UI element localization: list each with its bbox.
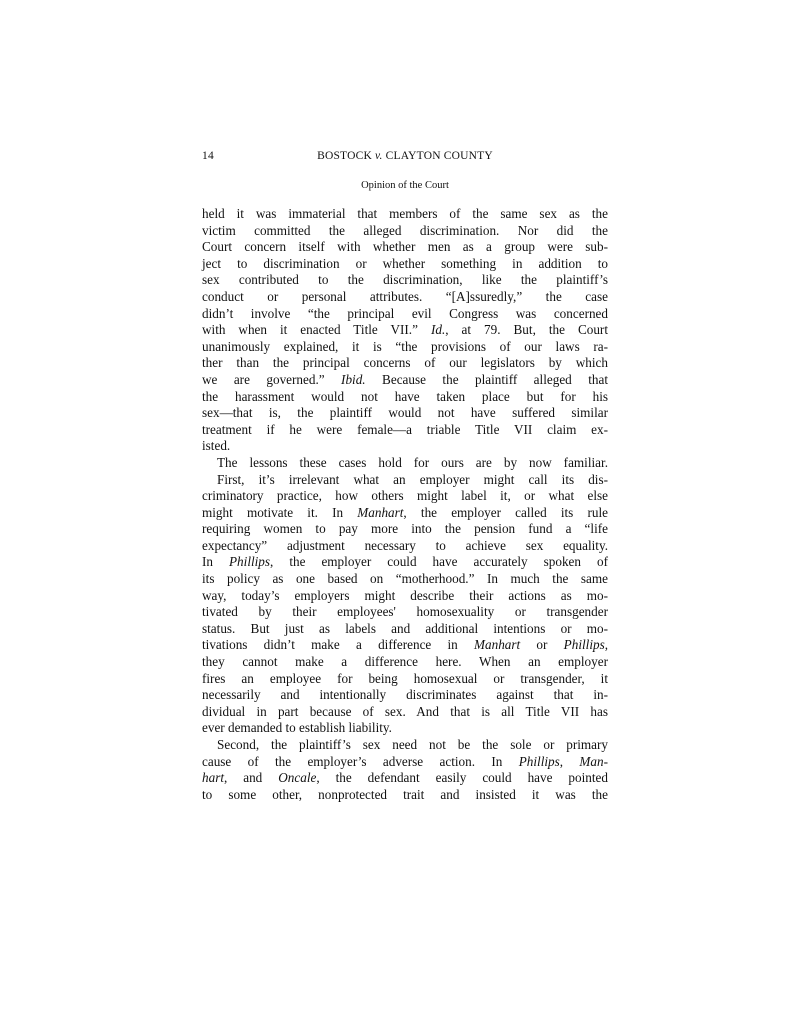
text-run: dividual in part because of sex. And that is all Title VII has bbox=[202, 703, 608, 719]
text-run: criminatory practice, how others might label it, or what else bbox=[202, 488, 608, 504]
text-run: sex contributed to the discrimination, like the plaintiff’s bbox=[202, 272, 608, 288]
text-run: to some other, nonprotected trait and insisted it was the bbox=[202, 786, 608, 802]
text-line bbox=[202, 671, 608, 688]
text-line bbox=[202, 720, 608, 737]
text-run: First, it’s irrelevant what an employer might call its dis- bbox=[217, 471, 608, 487]
case-name-versus: v. bbox=[375, 150, 383, 162]
italic-text-run: Manhart bbox=[357, 504, 404, 520]
text-run: ther than the principal concerns of our legislators by which bbox=[202, 355, 608, 371]
text-run: , the employer could have accurately spoken of bbox=[270, 554, 608, 570]
text-run: In bbox=[202, 554, 229, 570]
text-run: way, today’s employers might describe their actions as mo- bbox=[202, 587, 608, 603]
text-run: requiring women to pay more into the pension fund a “life bbox=[202, 521, 608, 537]
text-line bbox=[202, 455, 608, 472]
text-run: with when it enacted Title VII.” bbox=[202, 322, 431, 338]
text-run: tivations didn’t make a difference in bbox=[202, 637, 475, 653]
text-run: unanimously explained, it is “the provisions of our laws ra- bbox=[202, 338, 608, 354]
text-run: necessarily and intentionally discriminates against that in- bbox=[202, 687, 608, 703]
text-line bbox=[202, 654, 608, 671]
text-line bbox=[202, 322, 608, 339]
text-run: status. But just as labels and additional intentions or mo- bbox=[202, 620, 608, 636]
text-run: tivated by their employees' homosexuality or transgender bbox=[202, 604, 608, 620]
text-run: they cannot make a difference here. When an employer bbox=[202, 654, 608, 670]
text-line bbox=[202, 256, 608, 273]
text-run: conduct or personal attributes. “[A]ssuredly,” the case bbox=[202, 288, 608, 304]
text-run: , the employer called its rule bbox=[403, 504, 608, 520]
italic-text-run: Phillips bbox=[563, 637, 605, 653]
text-line bbox=[202, 272, 608, 289]
text-run: ever demanded to establish liability. bbox=[202, 720, 392, 736]
text-line bbox=[202, 223, 608, 240]
text-line bbox=[202, 787, 608, 804]
text-line bbox=[202, 505, 608, 522]
text-line bbox=[202, 389, 608, 406]
text-line bbox=[202, 306, 608, 323]
italic-text-run: Phillips bbox=[229, 554, 271, 570]
case-name-left: BOSTOCK bbox=[317, 150, 376, 162]
text-run: didn’t involve “the principal evil Congress was concerned bbox=[202, 305, 608, 321]
text-line bbox=[202, 438, 608, 455]
text-run: treatment if he were female—a triable Title VII claim ex- bbox=[202, 421, 608, 437]
text-run: might motivate it. In bbox=[202, 504, 358, 520]
text-line bbox=[202, 754, 608, 771]
text-line bbox=[202, 488, 608, 505]
text-run: ject to discrimination or whether something in addition to bbox=[202, 255, 608, 271]
text-line bbox=[202, 372, 608, 389]
page-number: 14 bbox=[202, 150, 214, 162]
italic-text-run: Ibid. bbox=[341, 371, 366, 387]
text-run: isted. bbox=[202, 438, 231, 454]
text-line bbox=[202, 355, 608, 372]
text-run: its policy as one based on “motherhood.” In much the same bbox=[202, 571, 608, 587]
italic-text-run: Man- bbox=[579, 753, 608, 769]
text-run: Second, the plaintiff’s sex need not be the sole or primary bbox=[217, 737, 608, 752]
running-head bbox=[202, 150, 608, 162]
text-line bbox=[202, 588, 608, 605]
text-run: , and bbox=[223, 770, 279, 786]
text-run: sex—that is, the plaintiff would not have suffered similar bbox=[202, 405, 608, 421]
text-run: , at 79. But, the Court bbox=[445, 322, 608, 338]
page-header bbox=[202, 150, 608, 166]
text-line bbox=[202, 405, 608, 422]
text-line bbox=[202, 554, 608, 571]
section-label: Opinion of the Court bbox=[361, 180, 449, 191]
text-run: held it was immaterial that members of the same sex as the bbox=[202, 206, 608, 221]
text-line bbox=[202, 770, 608, 787]
text-run: victim committed the alleged discrimination. Nor did the bbox=[202, 222, 608, 238]
text-line bbox=[202, 206, 608, 223]
text-run: fires an employee for being homosexual or transgender, it bbox=[202, 670, 608, 686]
text-run: we are governed.” bbox=[202, 371, 342, 387]
text-line bbox=[202, 422, 608, 439]
text-run: , the defendant easily could have pointed bbox=[316, 770, 608, 786]
text-run: The lessons these cases hold for ours are by now familiar. bbox=[217, 454, 608, 470]
italic-text-run: Phillips bbox=[518, 753, 560, 769]
text-line bbox=[202, 538, 608, 555]
text-line bbox=[202, 687, 608, 704]
text-line bbox=[202, 604, 608, 621]
text-line bbox=[202, 521, 608, 538]
text-line bbox=[202, 621, 608, 638]
italic-text-run: Manhart bbox=[474, 637, 521, 653]
case-name-right: CLAYTON COUNTY bbox=[382, 150, 493, 162]
text-run: , bbox=[604, 637, 608, 653]
text-run: Court concern itself with whether men as a group were sub- bbox=[202, 239, 608, 255]
text-line bbox=[202, 339, 608, 356]
text-run: , bbox=[559, 753, 580, 769]
italic-text-run: hart bbox=[202, 770, 224, 786]
text-line bbox=[202, 737, 608, 754]
text-run: or bbox=[520, 637, 564, 653]
text-line bbox=[202, 637, 608, 654]
italic-text-run: Id. bbox=[430, 322, 446, 338]
text-run: cause of the employer’s adverse action. In bbox=[202, 753, 519, 769]
italic-text-run: Oncale bbox=[278, 770, 317, 786]
text-line bbox=[202, 704, 608, 721]
text-run: expectancy” adjustment necessary to achieve sex equality. bbox=[202, 537, 608, 553]
text-run: the harassment would not have taken place but for his bbox=[202, 388, 608, 404]
text-line bbox=[202, 472, 608, 489]
text-line bbox=[202, 239, 608, 256]
text-line bbox=[202, 289, 608, 306]
text-run: Because the plaintiff alleged that bbox=[365, 371, 608, 387]
text-line bbox=[202, 571, 608, 588]
opinion-body-text bbox=[202, 206, 608, 803]
